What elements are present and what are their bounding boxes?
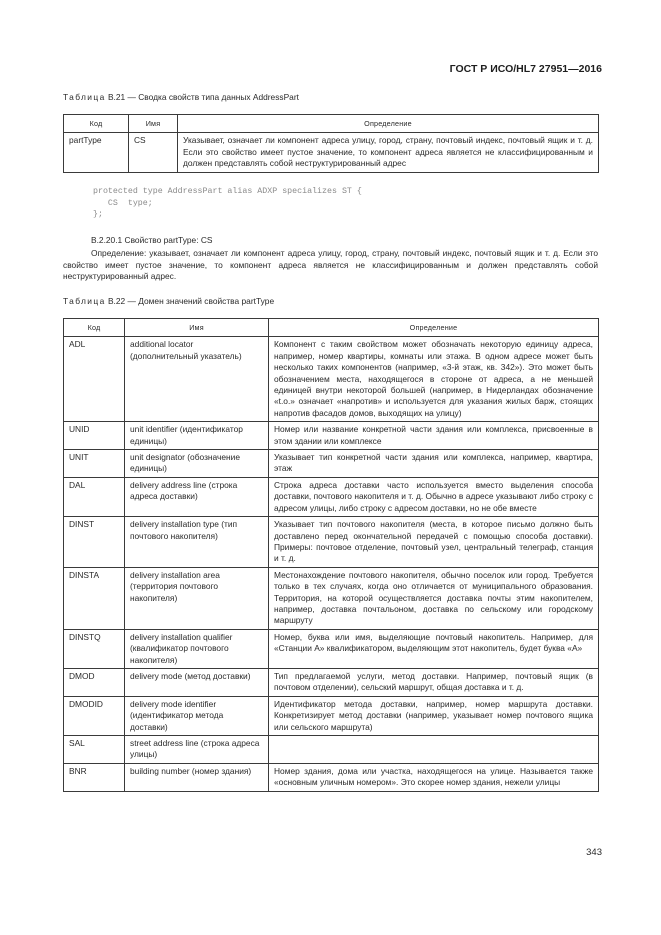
table-row [64, 517, 599, 568]
cell-name: unit designator (обозначение единицы) [125, 450, 269, 478]
cell-code: DINSTQ [64, 629, 125, 668]
cell-code: ADL [64, 337, 125, 422]
cell-definition: Номер здания, дома или участка, находящегося на улице. Называется также «основным уличным номером». Это скорее номер здания, нежели улицы [269, 763, 599, 791]
code-listing [93, 186, 362, 221]
table-row [64, 763, 599, 791]
cell-definition: Номер, буква или имя, выделяющие почтовый накопитель. Например, для «Станции А» квалификатором, выделяющим этот накопитель, будет буква «А» [269, 629, 599, 668]
caption-prefix: Таблица [63, 296, 106, 306]
cell-name: delivery address line (строка адреса доставки) [125, 477, 269, 516]
table-b21 [63, 114, 599, 173]
cell-code: BNR [64, 763, 125, 791]
standard-designation: ГОСТ Р ИСО/HL7 27951—2016 [449, 63, 602, 75]
page-number: 343 [586, 847, 602, 858]
code-line: }; [93, 210, 103, 220]
col-header-code: Код [64, 319, 125, 337]
code-line: CS type; [93, 198, 153, 208]
caption-text: В.22 — Домен значений свойства partType [105, 296, 275, 306]
cell-name: delivery installation qualifier (квалификатор почтового накопителя) [125, 629, 269, 668]
cell-definition: Указывает, означает ли компонент адреса улицу, город, страну, почтовый индекс, почтовый ящик и т. д. Если это свойство имеет пустое значение, то компонент адреса является не классифицированным и должен представлять собой неструктурированный адрес [178, 133, 599, 172]
cell-definition: Указывает тип почтового накопителя (места, в которое письмо должно быть доставлено перед окончательной передачей с помощью способа доставки). Примеры: почтовое отделение, почтовый узел, центральный телеграф, станция и т. д. [269, 517, 599, 568]
cell-definition: Идентификатор метода доставки, например, номер маршрута доставки. Конкретизирует метод доставки (например, указывает номер почтового ящика или сельского маршрута) [269, 696, 599, 735]
cell-name: delivery mode (метод доставки) [125, 668, 269, 696]
table-row [64, 629, 599, 668]
col-header-definition: Определение [178, 115, 599, 133]
table-row [64, 567, 599, 629]
cell-code: SAL [64, 736, 125, 764]
cell-definition: Номер или название конкретной части здания или комплекса, присвоенные в этом здании или комплексе [269, 422, 599, 450]
col-header-code: Код [64, 115, 129, 133]
cell-definition: Тип предлагаемой услуги, метод доставки. Например, почтовый ящик (в почтовом отделении), сельский маршрут, общая доставка и т. д. [269, 668, 599, 696]
col-header-name: Имя [129, 115, 178, 133]
cell-name: building number (номер здания) [125, 763, 269, 791]
cell-name: delivery installation type (тип почтового накопителя) [125, 517, 269, 568]
cell-code: DAL [64, 477, 125, 516]
cell-code: DINSTA [64, 567, 125, 629]
cell-name: unit identifier (идентификатор единицы) [125, 422, 269, 450]
cell-code: UNIT [64, 450, 125, 478]
cell-code: UNID [64, 422, 125, 450]
table-row [64, 337, 599, 422]
caption-prefix: Таблица [63, 92, 106, 102]
col-header-definition: Определение [269, 319, 599, 337]
caption-text: В.21 — Сводка свойств типа данных AddressPart [105, 92, 299, 102]
code-line: protected type AddressPart alias ADXP specializes ST { [93, 187, 362, 196]
cell-name: street address line (строка адреса улицы) [125, 736, 269, 764]
table-row [64, 450, 599, 478]
cell-code: DMOD [64, 668, 125, 696]
cell-definition: Строка адреса доставки часто используется вместо выделения способа доставки, почтового накопителя и т. д. Обычно в адресе указывают либо строку с адресом улицы, либо строку с адресом доставки, но не обе вместе [269, 477, 599, 516]
cell-name: delivery mode identifier (идентификатор метода доставки) [125, 696, 269, 735]
cell-name: CS [129, 133, 178, 172]
table-b22-caption [63, 296, 274, 306]
cell-name: delivery installation area (территория почтового накопителя) [125, 567, 269, 629]
cell-code: DINST [64, 517, 125, 568]
table-b21-caption [63, 92, 299, 102]
col-header-name: Имя [125, 319, 269, 337]
table-row [64, 668, 599, 696]
table-header-row [64, 319, 599, 337]
cell-definition: Указывает тип конкретной части здания или комплекса, например, квартира, этаж [269, 450, 599, 478]
cell-definition: Компонент с таким свойством может обозначать некоторую единицу адреса, например, номер квартиры, комнаты или этажа. В одном адресе может быть несколько таких компонентов (например, «3-й этаж, кв. 342»). Это может быть обозначением места, находящегося в стороне от адреса, а не меньшей единицей внутри некоторой большей (например, в Нидерландах обозначение «t.o.» означает «напротив» и используется для указания жилых барж, стоящих напротив фасадов домов, выходящих на улицу) [269, 337, 599, 422]
cell-definition: Местонахождение почтового накопителя, обычно поселок или город. Требуется только в тех случаях, когда оно отличается от муниципального образования. Территория, на которой осуществляется доставка почты этим накопителем, например, доставка почтальоном, доставка по сельскому или городскому маршруту [269, 567, 599, 629]
table-row [64, 133, 599, 172]
table-row [64, 477, 599, 516]
cell-code: DMODID [64, 696, 125, 735]
table-b22 [63, 318, 599, 792]
section-text: Определение: указывает, означает ли компонент адреса улицу, город, страну, почтовый индекс, почтовый ящик и т. д. Если это свойство имеет пустое значение, то компонент адреса является не классифицированным и должен представлять собой неструктурированный адрес. [63, 248, 598, 282]
cell-code: partType [64, 133, 129, 172]
section-heading: В.2.20.1 Свойство partType: CS [91, 235, 213, 245]
table-row [64, 696, 599, 735]
cell-name: additional locator (дополнительный указатель) [125, 337, 269, 422]
table-row [64, 422, 599, 450]
table-row [64, 736, 599, 764]
table-header-row [64, 115, 599, 133]
cell-definition [269, 736, 599, 764]
